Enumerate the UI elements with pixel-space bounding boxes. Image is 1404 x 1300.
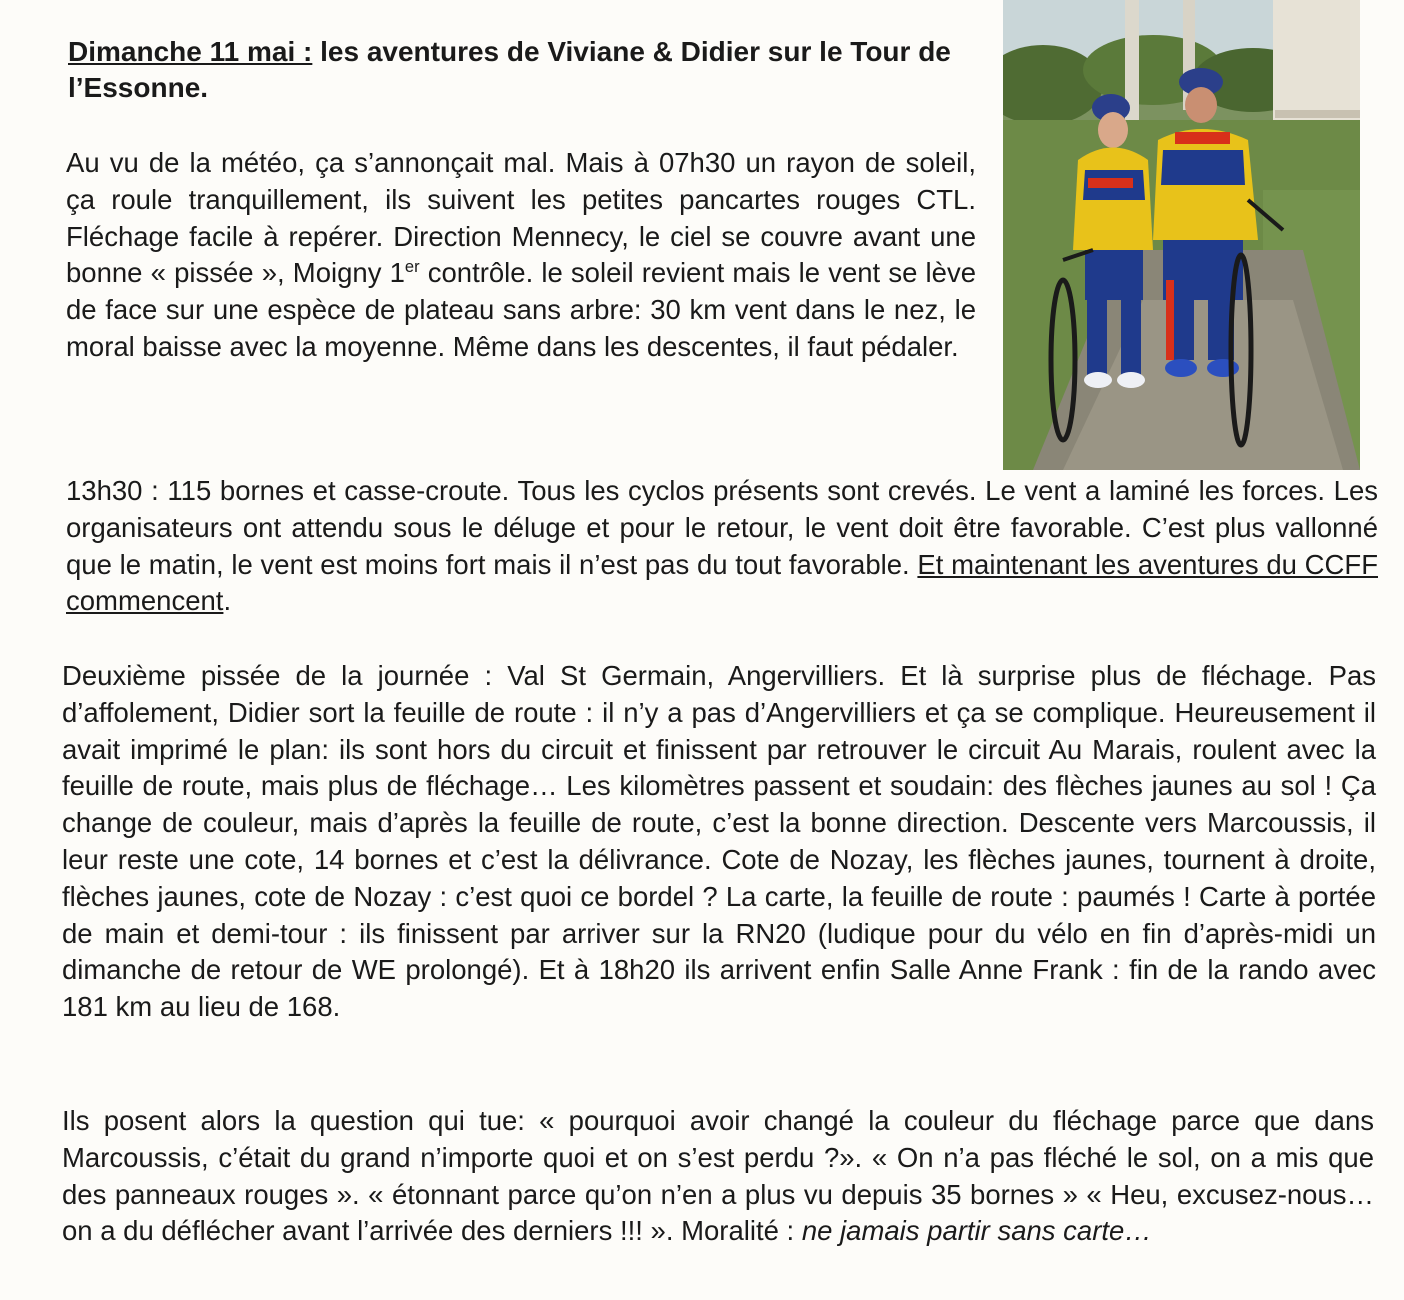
paragraph-4-moral: ne jamais partir sans carte…	[801, 1215, 1152, 1247]
paragraph-1-text-b: contrôle. le soleil revient mais le vent se lève de face sur une espèce de plateau sans arbre: 30 km vent dans le nez, le moral baisse avec la moyenne. Même dans les descentes, il faut pédaler.	[66, 257, 976, 362]
paragraph-1-text-a: Au vu de la météo, ça s’annonçait mal. Mais à 07h30 un rayon de soleil, ça roule tranquillement, ils suivent les petites pancartes rouges CTL. Fléchage facile à repérer. Direction Mennecy, le ciel se couvre avant une bonne « pissée », Moigny 1	[66, 147, 976, 289]
article-title	[68, 34, 983, 106]
cyclists-photo	[1003, 0, 1360, 470]
paragraph-1-superscript: er	[404, 258, 420, 277]
paragraph-1	[66, 145, 976, 366]
paragraph-2	[66, 473, 1378, 620]
paragraph-4-text: Ils posent alors la question qui tue: « pourquoi avoir changé la couleur du fléchage parce que dans Marcoussis, c’était du grand n’importe quoi et on s’est perdu ?». « On n’a pas fléché le sol, on a mis que des panneaux rouges ». « étonnant parce qu’on n’en a plus vu depuis 35 bornes » « Heu, excusez-nous… on a du déflécher avant l’arrivée des derniers !!! ». Moralité :	[62, 1105, 1374, 1247]
title-text: les aventures de Viviane & Didier sur le Tour de l’Essonne.	[68, 36, 951, 103]
paragraph-4	[62, 1103, 1374, 1250]
cyclists-photo-drawing	[1003, 0, 1360, 470]
paragraph-2-end: .	[223, 585, 232, 617]
title-date: Dimanche 11 mai :	[68, 36, 313, 67]
paragraph-2-underlined: Et maintenant les aventures du CCFF commencent	[66, 548, 1378, 617]
paragraph-3: Deuxième pissée de la journée : Val St Germain, Angervilliers. Et là surprise plus de fléchage. Pas d’affolement, Didier sort la feuille de route : il n’y a pas d’Angervilliers et ça se complique. Heureusement il avait imprimé le plan: ils sont hors du circuit et finissent par retrouver le circuit Au Marais, roulent avec la feuille de route, mais plus de fléchage… Les kilomètres passent et soudain: des flèches jaunes au sol ! Ça change de couleur, mais d’après la feuille de route, c’est la bonne direction. Descente vers Marcoussis, il leur reste une cote, 14 bornes et c’est la délivrance. Cote de Nozay, les flèches jaunes, tournent à droite, flèches jaunes, cote de Nozay : c’est quoi ce bordel ? La carte, la feuille de route : paumés ! Carte à portée de main et demi-tour : ils finissent par arriver sur la RN20 (ludique pour du vélo en fin d’après-midi un dimanche de retour de WE prolongé). Et à 18h20 ils arrivent enfin Salle Anne Frank : fin de la rando avec 181 km au lieu de 168.	[62, 660, 1376, 1023]
paragraph-2-text: 13h30 : 115 bornes et casse-croute. Tous les cyclos présents sont crevés. Le vent a laminé les forces. Les organisateurs ont attendu sous le déluge et pour le retour, le vent doit être favorable. C’est plus vallonné que le matin, le vent est moins fort mais il n’est pas du tout favorable.	[66, 475, 1378, 580]
